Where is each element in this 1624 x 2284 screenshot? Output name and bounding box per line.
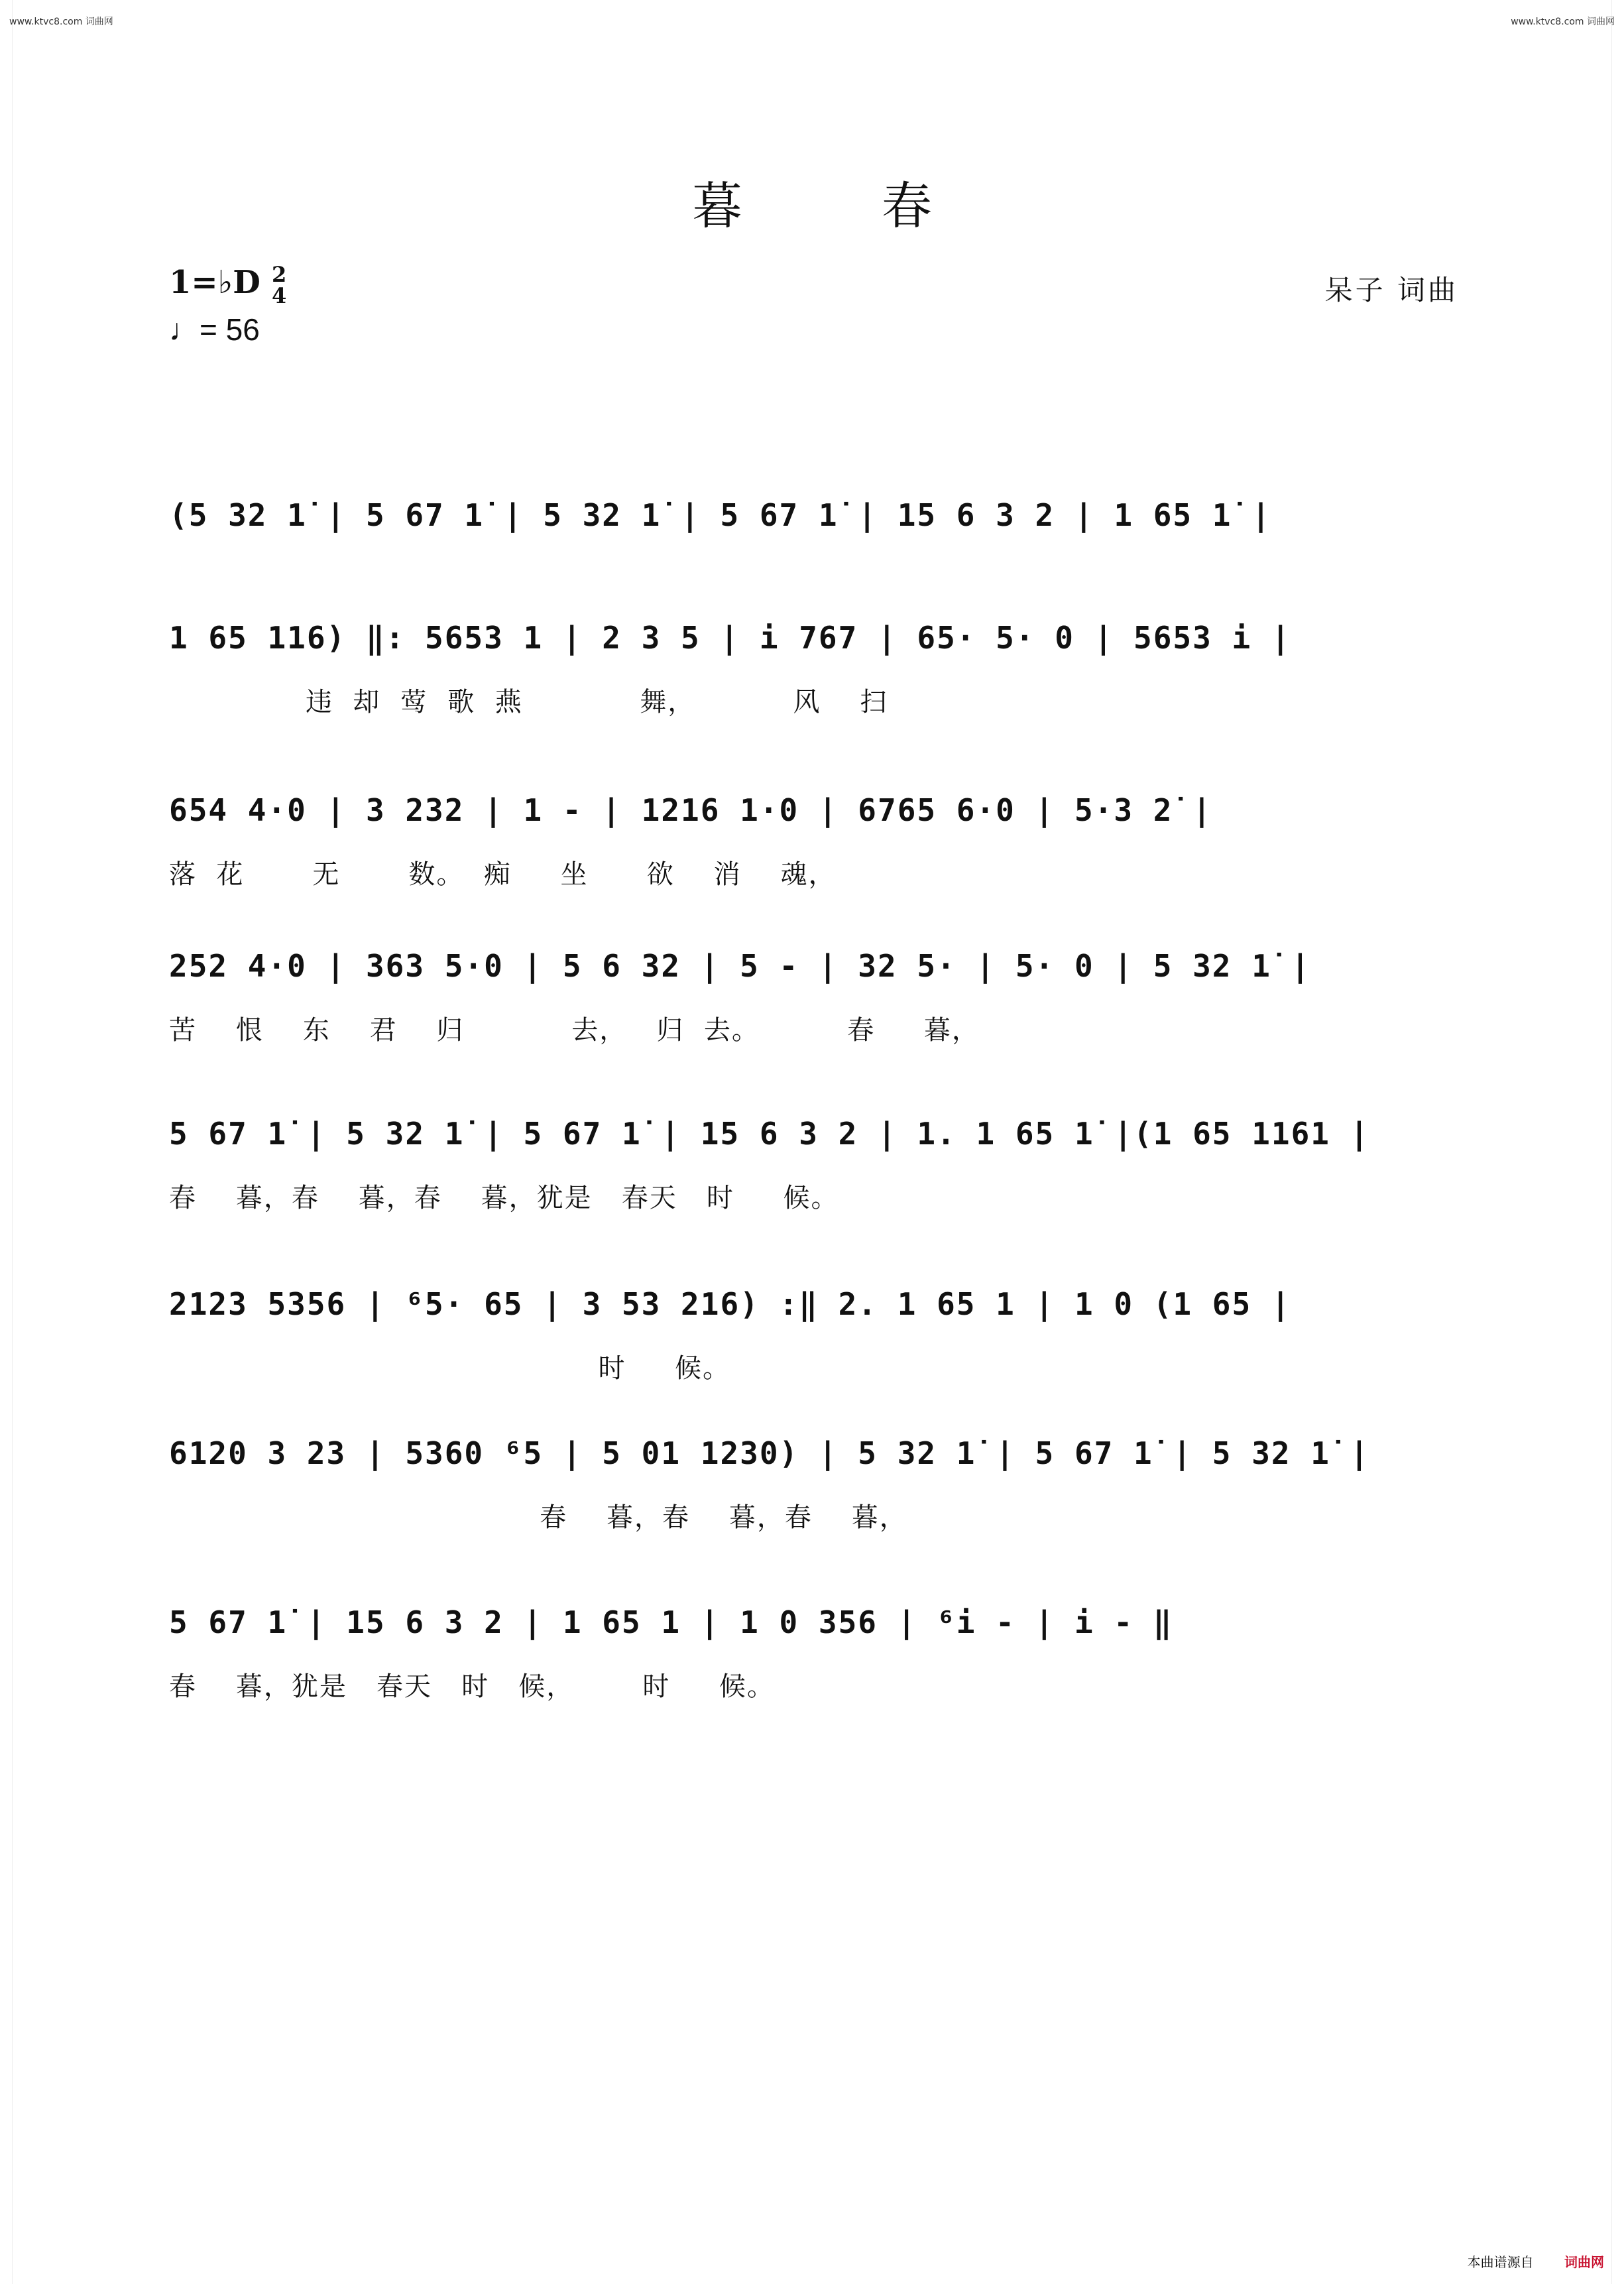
notes-line-3: 654 4·0 | 3 232 | 1 - | 1216 1·0 | 6765 6·0 | 5·3 2̇ | — [169, 792, 1212, 828]
left-margin-strip — [0, 0, 13, 2284]
lyrics-line-7: 春 暮，春 暮，春 暮， — [169, 1502, 907, 1533]
key-signature: 1=♭D — [169, 264, 261, 301]
notes-line-7: 6120 3 23 | 5360 ⁶5 | 5 01 1230) | 5 32 1̇ | 5 67 1̇ | 5 32 1̇ | — [169, 1435, 1370, 1471]
footer-credit — [1468, 2252, 1604, 2271]
lyrics-line-4: 苦 恨 东 君 归 去， 归 去。 春 暮， — [169, 1015, 980, 1046]
composer-credit: 呆子 词曲 — [1324, 274, 1458, 306]
meter-bottom: 4 — [272, 283, 287, 308]
song-title: 暮春 — [692, 176, 1071, 235]
header-left: www.ktvc8.com 词曲网 — [9, 17, 113, 27]
footer-brand[interactable]: 词曲网 — [1564, 2254, 1604, 2270]
tempo-marking: ♩= 56 — [169, 312, 260, 347]
notes-line-8: 5 67 1̇ | 15 6 3 2 | 1 65 1 | 1 0 356 | ⁶i - | i - ‖ — [169, 1604, 1173, 1640]
footer-label: 本曲谱源自 — [1467, 2254, 1534, 2270]
notes-line-6: 2123 5356 | ⁶5· 65 | 3 53 216) :‖ 2. 1 65 1 | 1 0 (1 65 | — [169, 1286, 1291, 1322]
meter-top: 2 — [272, 262, 287, 287]
notes-line-2: 1 65 116) ‖: 5653 1 | 2 3 5 | i 767 | 65· 5· 0 | 5653 i | — [169, 620, 1291, 656]
lyrics-line-5: 春 暮，春 暮，春 暮，犹是 春天 时 候。 — [169, 1183, 839, 1213]
notes-line-1: (5 32 1̇ | 5 67 1̇ | 5 32 1̇ | 5 67 1̇ | 15 6 3 2 | 1 65 1̇ | — [169, 497, 1271, 533]
notes-line-5: 5 67 1̇ | 5 32 1̇ | 5 67 1̇ | 15 6 3 2 | 1. 1 65 1̇ |(1 65 1161 | — [169, 1116, 1370, 1152]
notes-line-4: 252 4·0 | 363 5·0 | 5 6 32 | 5 - | 32 5· | 5· 0 | 5 32 1̇ | — [169, 948, 1311, 984]
lyrics-line-3: 落 花 无 数。 痴 坐 欲 消 魂， — [169, 859, 837, 890]
lyrics-line-8: 春 暮，犹是 春天 时 候， 时 候。 — [169, 1671, 775, 1702]
lyrics-line-2: 违 却 莺 歌 燕 舞， 风 扫 — [169, 687, 888, 717]
time-signature — [272, 264, 286, 306]
right-margin-strip — [1611, 0, 1624, 2284]
header-right: www.ktvc8.com 词曲网 — [1511, 17, 1615, 27]
lyrics-line-6: 时 候。 — [169, 1353, 731, 1384]
